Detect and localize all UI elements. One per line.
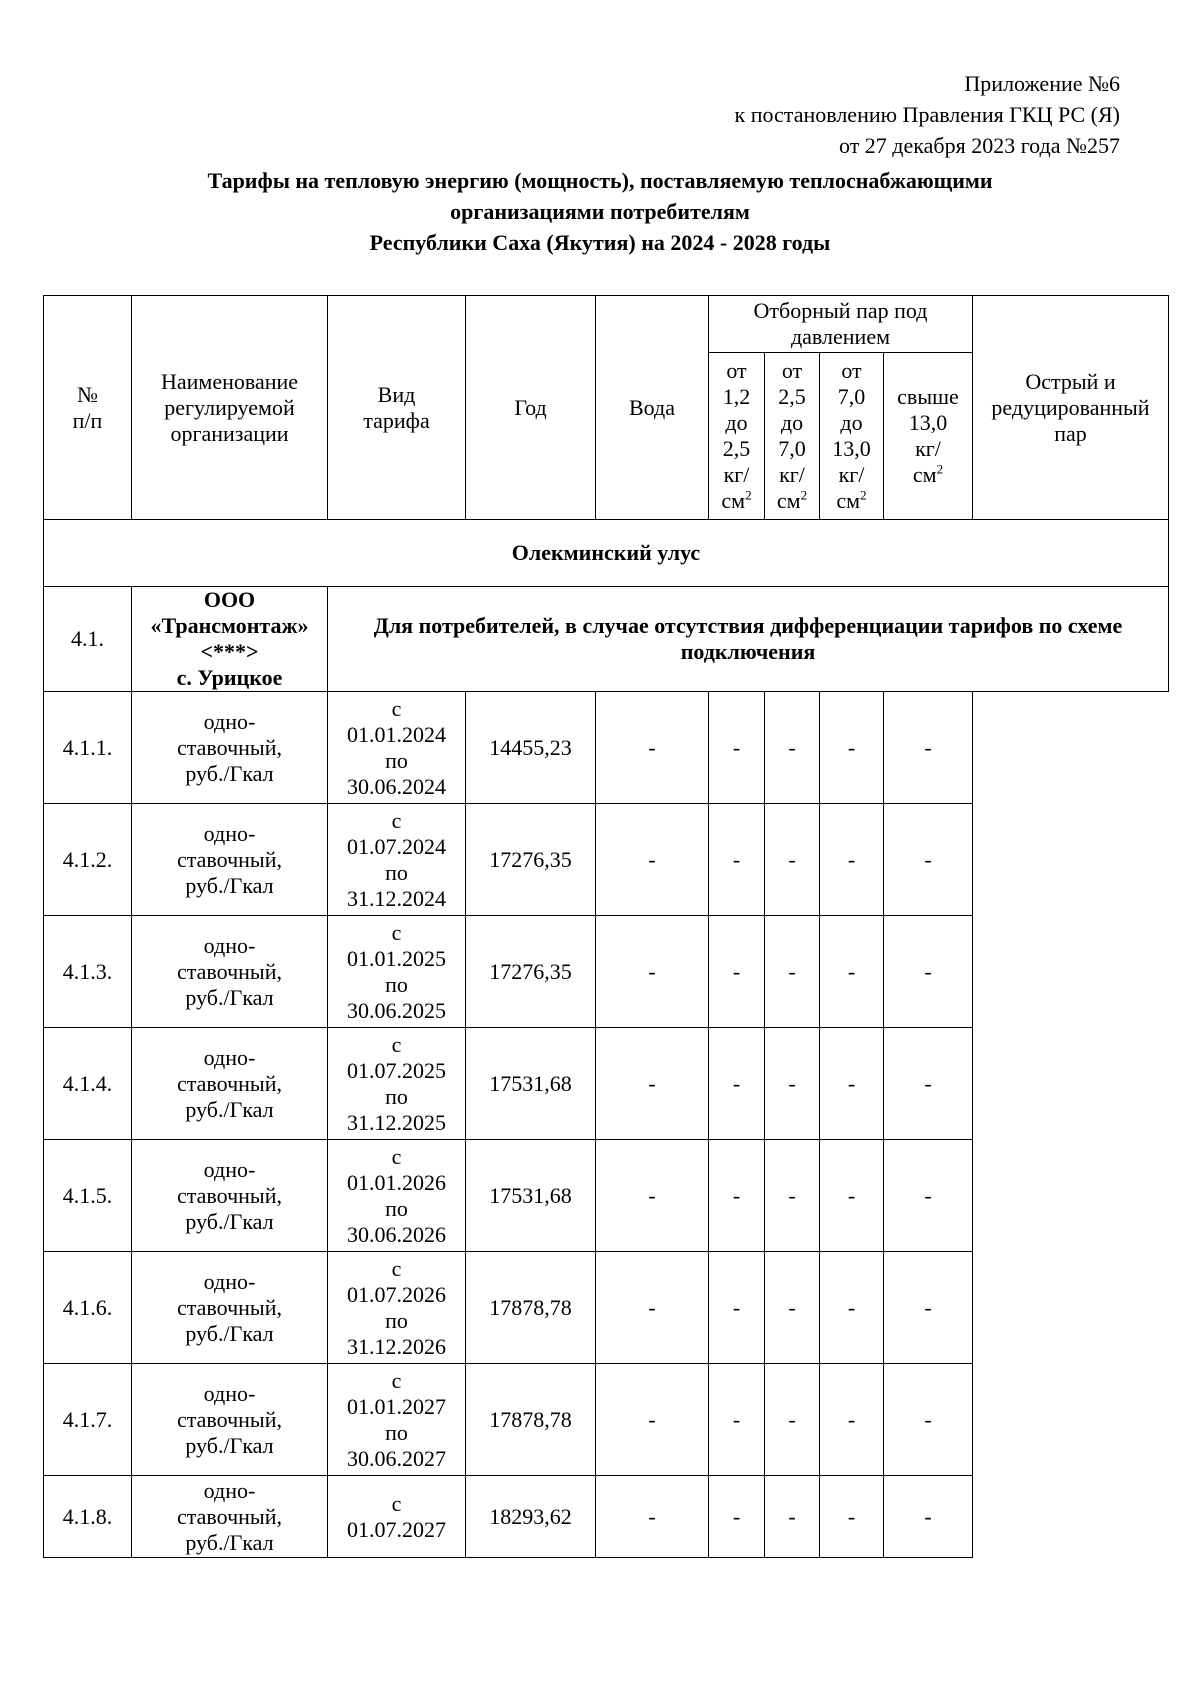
water-tariff: 17531,68 bbox=[466, 1028, 596, 1140]
org-name: ООО «Трансмонтаж» <***> с. Урицкое bbox=[132, 587, 328, 692]
steam-tariff-empty: - bbox=[820, 1140, 884, 1252]
steam-tariff-empty: - bbox=[596, 916, 709, 1028]
col-header-sharp-steam: Острый и редуцированный пар bbox=[973, 296, 1169, 520]
steam-tariff-empty: - bbox=[820, 916, 884, 1028]
col-header-type: Вид тарифа bbox=[328, 296, 466, 520]
table-row bbox=[44, 1252, 1169, 1364]
table-row bbox=[44, 1140, 1169, 1252]
row-num: 4.1.3. bbox=[44, 916, 132, 1028]
steam-tariff-empty: - bbox=[596, 1252, 709, 1364]
row-num: 4.1.8. bbox=[44, 1476, 132, 1558]
water-tariff: 17878,78 bbox=[466, 1252, 596, 1364]
appendix-label: Приложение №6 bbox=[964, 71, 1120, 96]
steam-tariff-empty: - bbox=[709, 692, 765, 804]
steam-tariff-empty: - bbox=[765, 1476, 820, 1558]
tariff-type: одно- ставочный, руб./Гкал bbox=[132, 692, 328, 804]
row-num: 4.1.6. bbox=[44, 1252, 132, 1364]
steam-tariff-empty: - bbox=[596, 804, 709, 916]
steam-tariff-empty: - bbox=[709, 804, 765, 916]
group-label: Для потребителей, в случае отсутствия дифференциации тарифов по схеме подключения bbox=[328, 587, 1169, 692]
group-row bbox=[44, 587, 1169, 692]
tariff-table bbox=[43, 295, 1169, 1558]
steam-tariff-empty: - bbox=[765, 916, 820, 1028]
steam-tariff-empty: - bbox=[765, 692, 820, 804]
row-num: 4.1.4. bbox=[44, 1028, 132, 1140]
tariff-type: одно- ставочный, руб./Гкал bbox=[132, 1252, 328, 1364]
period: с 01.07.2025 по 31.12.2025 bbox=[328, 1028, 466, 1140]
group-num: 4.1. bbox=[44, 587, 132, 692]
table-row bbox=[44, 804, 1169, 916]
table-row bbox=[44, 1028, 1169, 1140]
region-row bbox=[44, 520, 1169, 587]
steam-tariff-empty: - bbox=[709, 1028, 765, 1140]
water-tariff: 18293,62 bbox=[466, 1476, 596, 1558]
header-row-1 bbox=[44, 296, 1169, 353]
col-header-num: № п/п bbox=[44, 296, 132, 520]
steam-tariff-empty: - bbox=[820, 1364, 884, 1476]
steam-tariff-empty: - bbox=[765, 1028, 820, 1140]
steam-tariff-empty: - bbox=[820, 804, 884, 916]
steam-tariff-empty: - bbox=[884, 1140, 973, 1252]
table-row bbox=[44, 692, 1169, 804]
period: с 01.01.2025 по 30.06.2025 bbox=[328, 916, 466, 1028]
table-row bbox=[44, 1364, 1169, 1476]
water-tariff: 17878,78 bbox=[466, 1364, 596, 1476]
steam-tariff-empty: - bbox=[884, 1028, 973, 1140]
title-line-1: Тарифы на тепловую энергию (мощность), поставляемую теплоснабжающими bbox=[207, 168, 993, 193]
water-tariff: 17276,35 bbox=[466, 804, 596, 916]
tariff-type: одно- ставочный, руб./Гкал bbox=[132, 916, 328, 1028]
table-row bbox=[44, 916, 1169, 1028]
steam-tariff-empty: - bbox=[596, 692, 709, 804]
col-header-pressure-2: от 2,5 до 7,0 кг/ $см^2$ bbox=[765, 353, 820, 520]
period: с 01.01.2027 по 30.06.2027 bbox=[328, 1364, 466, 1476]
steam-tariff-empty: - bbox=[884, 1476, 973, 1558]
col-header-org: Наименование регулируемой организации bbox=[132, 296, 328, 520]
steam-tariff-empty: - bbox=[884, 1252, 973, 1364]
steam-tariff-empty: - bbox=[765, 804, 820, 916]
steam-tariff-empty: - bbox=[884, 692, 973, 804]
row-num: 4.1.2. bbox=[44, 804, 132, 916]
steam-tariff-empty: - bbox=[884, 916, 973, 1028]
title-line-2: организациями потребителям bbox=[450, 199, 750, 224]
steam-tariff-empty: - bbox=[820, 1252, 884, 1364]
resolution-date: от 27 декабря 2023 года №257 bbox=[838, 133, 1120, 158]
steam-tariff-empty: - bbox=[709, 1476, 765, 1558]
period: с 01.07.2027 bbox=[328, 1476, 466, 1558]
tariff-type: одно- ставочный, руб./Гкал bbox=[132, 1476, 328, 1558]
steam-tariff-empty: - bbox=[820, 1028, 884, 1140]
steam-tariff-empty: - bbox=[820, 1476, 884, 1558]
water-tariff: 17276,35 bbox=[466, 916, 596, 1028]
region-label: Олекминский улус bbox=[44, 520, 1169, 587]
document-header bbox=[735, 68, 1120, 161]
tariff-type: одно- ставочный, руб./Гкал bbox=[132, 1140, 328, 1252]
col-header-pressure-3: от 7,0 до 13,0 кг/ $см^2$ bbox=[820, 353, 884, 520]
title-line-3: Республики Саха (Якутия) на 2024 - 2028 годы bbox=[369, 230, 831, 255]
row-num: 4.1.5. bbox=[44, 1140, 132, 1252]
water-tariff: 14455,23 bbox=[466, 692, 596, 804]
steam-tariff-empty: - bbox=[884, 1364, 973, 1476]
col-header-pressure-1: от 1,2 до 2,5 кг/ $см^2$ bbox=[709, 353, 765, 520]
steam-tariff-empty: - bbox=[709, 1364, 765, 1476]
steam-tariff-empty: - bbox=[765, 1252, 820, 1364]
steam-tariff-empty: - bbox=[596, 1140, 709, 1252]
period: с 01.01.2024 по 30.06.2024 bbox=[328, 692, 466, 804]
resolution-ref: к постановлению Правления ГКЦ РС (Я) bbox=[734, 102, 1120, 127]
period: с 01.01.2026 по 30.06.2026 bbox=[328, 1140, 466, 1252]
steam-tariff-empty: - bbox=[765, 1140, 820, 1252]
steam-tariff-empty: - bbox=[596, 1364, 709, 1476]
steam-tariff-empty: - bbox=[820, 692, 884, 804]
col-header-water: Вода bbox=[596, 296, 709, 520]
steam-tariff-empty: - bbox=[709, 916, 765, 1028]
table-row bbox=[44, 1476, 1169, 1558]
tariff-type: одно- ставочный, руб./Гкал bbox=[132, 1364, 328, 1476]
steam-tariff-empty: - bbox=[709, 1252, 765, 1364]
col-header-year: Год bbox=[466, 296, 596, 520]
steam-tariff-empty: - bbox=[765, 1364, 820, 1476]
steam-tariff-empty: - bbox=[884, 804, 973, 916]
water-tariff: 17531,68 bbox=[466, 1140, 596, 1252]
steam-tariff-empty: - bbox=[596, 1476, 709, 1558]
steam-tariff-empty: - bbox=[709, 1140, 765, 1252]
period: с 01.07.2024 по 31.12.2024 bbox=[328, 804, 466, 916]
steam-tariff-empty: - bbox=[596, 1028, 709, 1140]
row-num: 4.1.1. bbox=[44, 692, 132, 804]
tariff-type: одно- ставочный, руб./Гкал bbox=[132, 804, 328, 916]
period: с 01.07.2026 по 31.12.2026 bbox=[328, 1252, 466, 1364]
col-header-pressure-4: свыше 13,0 кг/ $см^2$ bbox=[884, 353, 973, 520]
row-num: 4.1.7. bbox=[44, 1364, 132, 1476]
tariff-type: одно- ставочный, руб./Гкал bbox=[132, 1028, 328, 1140]
col-header-steam: Отборный пар под давлением bbox=[709, 296, 973, 353]
document-title bbox=[40, 165, 1160, 258]
